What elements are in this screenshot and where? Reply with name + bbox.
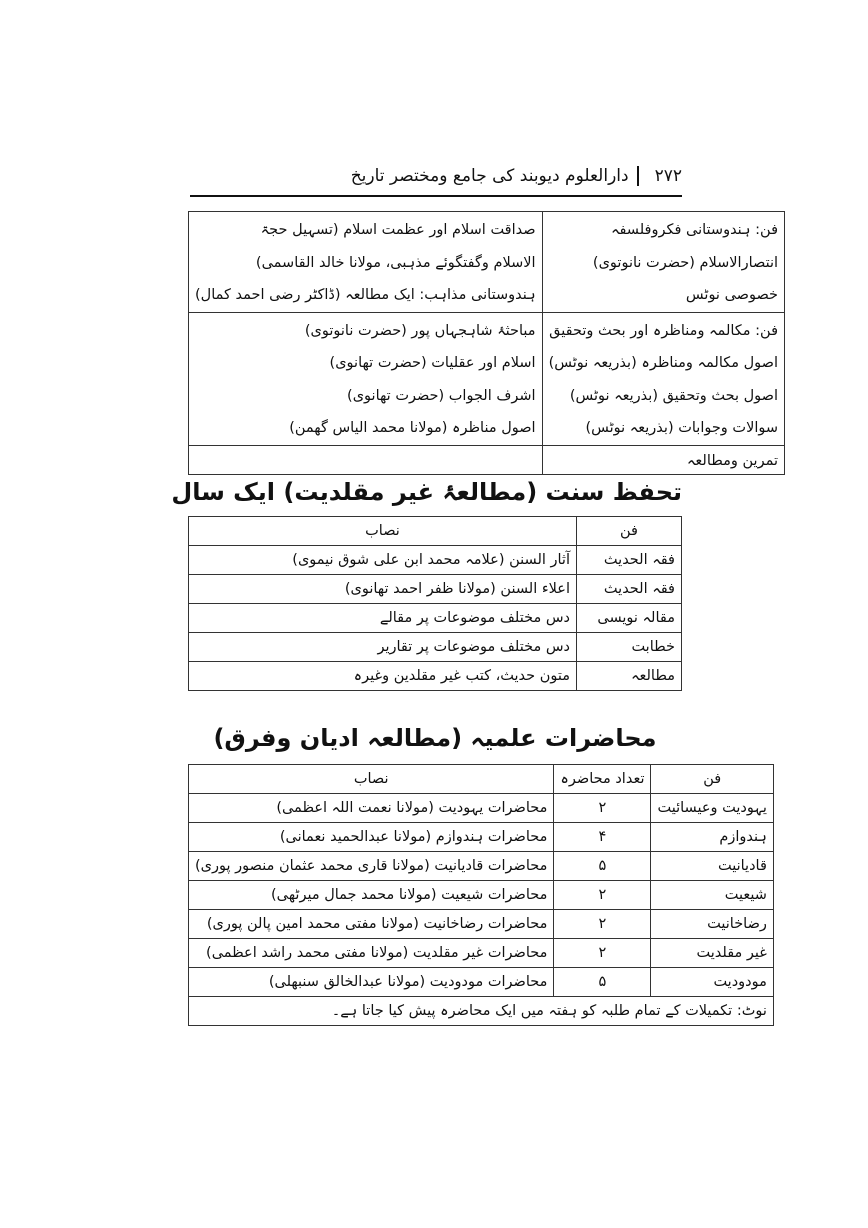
- table-cell: رضاخانیت: [651, 910, 773, 939]
- column-header-count: تعداد محاضرہ: [554, 765, 651, 794]
- section-title-sunnah: تحفظ سنت (مطالعۂ غیر مقلدیت) ایک سال: [171, 478, 682, 506]
- table-cell: فن: ہندوستانی فکروفلسفہ انتصارالاسلام (حضرت نانوتوی) خصوصی نوٹس: [542, 212, 784, 313]
- table-cell: فقہ الحدیث: [577, 546, 682, 575]
- table-row: [189, 823, 774, 852]
- table-cell: محاضرات ہندوازم (مولانا عبدالحمید نعمانی): [189, 823, 554, 852]
- table-cell: فن: مکالمہ ومناظرہ اور بحث وتحقیق اصول مکالمہ ومناظرہ (بذریعہ نوٹس) اصول بحث وتحقیق (بذریعہ نوٹس) سوالات وجوابات (بذریعہ نوٹس): [542, 312, 784, 445]
- table-cell: مقالہ نویسی: [577, 604, 682, 633]
- table-cell: دس مختلف موضوعات پر تقاریر: [189, 633, 577, 662]
- table-cell: دس مختلف موضوعات پر مقالے: [189, 604, 577, 633]
- table-row: [189, 604, 682, 633]
- section-title-lectures: محاضرات علمیہ (مطالعہ ادیان وفرق): [213, 724, 657, 752]
- table-row: [189, 546, 682, 575]
- table-cell: قادیانیت: [651, 852, 773, 881]
- page-number: ۲۷۲: [654, 166, 682, 186]
- book-title: دارالعلوم دیوبند کی جامع ومختصر تاریخ: [350, 166, 629, 186]
- header-rule: [190, 195, 682, 197]
- column-header-subject: فن: [651, 765, 773, 794]
- page-header: [190, 158, 682, 194]
- table-cell: ہندوازم: [651, 823, 773, 852]
- table-cell: آثار السنن (علامہ محمد ابن علی شوق نیموی): [189, 546, 577, 575]
- table-row: [189, 881, 774, 910]
- table-cell: مباحثۂ شاہجہاں پور (حضرت نانوتوی) اسلام اور عقلیات (حضرت تھانوی) اشرف الجواب (حضرت تھانوی) اصول مناظرہ (مولانا محمد الیاس گھمن): [189, 312, 543, 445]
- table-cell: شیعیت: [651, 881, 773, 910]
- table-note: نوٹ: تکمیلات کے تمام طلبہ کو ہفتہ میں ایک محاضرہ پیش کیا جاتا ہے۔: [189, 997, 774, 1026]
- table-cell: ۲: [554, 881, 651, 910]
- lectures-table: [188, 764, 774, 1026]
- table-header-row: [189, 765, 774, 794]
- table-row: [189, 445, 785, 474]
- table-cell: صداقت اسلام اور عظمت اسلام (تسہیل حجۃ الاسلام وگفتگوئے مذہبی، مولانا خالد القاسمی) ہندوستانی مذاہب: ایک مطالعہ (ڈاکٹر رضی احمد کمال): [189, 212, 543, 313]
- table-cell: ۵: [554, 852, 651, 881]
- table-row: [189, 939, 774, 968]
- table-row: [189, 633, 682, 662]
- table-cell: غیر مقلدیت: [651, 939, 773, 968]
- table-row: [189, 212, 785, 313]
- table-cell: محاضرات یہودیت (مولانا نعمت اللہ اعظمی): [189, 794, 554, 823]
- table-cell: ۲: [554, 910, 651, 939]
- column-header-syllabus: نصاب: [189, 765, 554, 794]
- table-cell: متون حدیث، کتب غیر مقلدین وغیرہ: [189, 662, 577, 691]
- note-row: [189, 997, 774, 1026]
- table-cell: [189, 445, 543, 474]
- table-row: [189, 794, 774, 823]
- table-cell: ۴: [554, 823, 651, 852]
- table-cell: محاضرات غیر مقلدیت (مولانا مفتی محمد راشد اعظمی): [189, 939, 554, 968]
- table-cell: محاضرات شیعیت (مولانا محمد جمال میرٹھی): [189, 881, 554, 910]
- table-cell: ۲: [554, 794, 651, 823]
- table-cell: ۵: [554, 968, 651, 997]
- table-cell: مطالعہ: [577, 662, 682, 691]
- header-separator: [637, 166, 639, 186]
- table-row: [189, 852, 774, 881]
- column-header-subject: فن: [577, 517, 682, 546]
- table-row: [189, 312, 785, 445]
- table-cell: مودودیت: [651, 968, 773, 997]
- table-cell: محاضرات رضاخانیت (مولانا مفتی محمد امین پالن پوری): [189, 910, 554, 939]
- table-cell: محاضرات مودودیت (مولانا عبدالخالق سنبھلی): [189, 968, 554, 997]
- sunnah-table: [188, 516, 682, 691]
- column-header-syllabus: نصاب: [189, 517, 577, 546]
- table-cell: یہودیت وعیسائیت: [651, 794, 773, 823]
- table-cell: اعلاء السنن (مولانا ظفر احمد تھانوی): [189, 575, 577, 604]
- table-row: [189, 575, 682, 604]
- table-row: [189, 662, 682, 691]
- curriculum-table-1: [188, 211, 785, 475]
- table-cell: محاضرات قادیانیت (مولانا قاری محمد عثمان منصور پوری): [189, 852, 554, 881]
- table-cell: خطابت: [577, 633, 682, 662]
- table-cell: فقہ الحدیث: [577, 575, 682, 604]
- table-cell: ۲: [554, 939, 651, 968]
- table-header-row: [189, 517, 682, 546]
- table-cell: تمرین ومطالعہ: [542, 445, 784, 474]
- table-row: [189, 968, 774, 997]
- table-row: [189, 910, 774, 939]
